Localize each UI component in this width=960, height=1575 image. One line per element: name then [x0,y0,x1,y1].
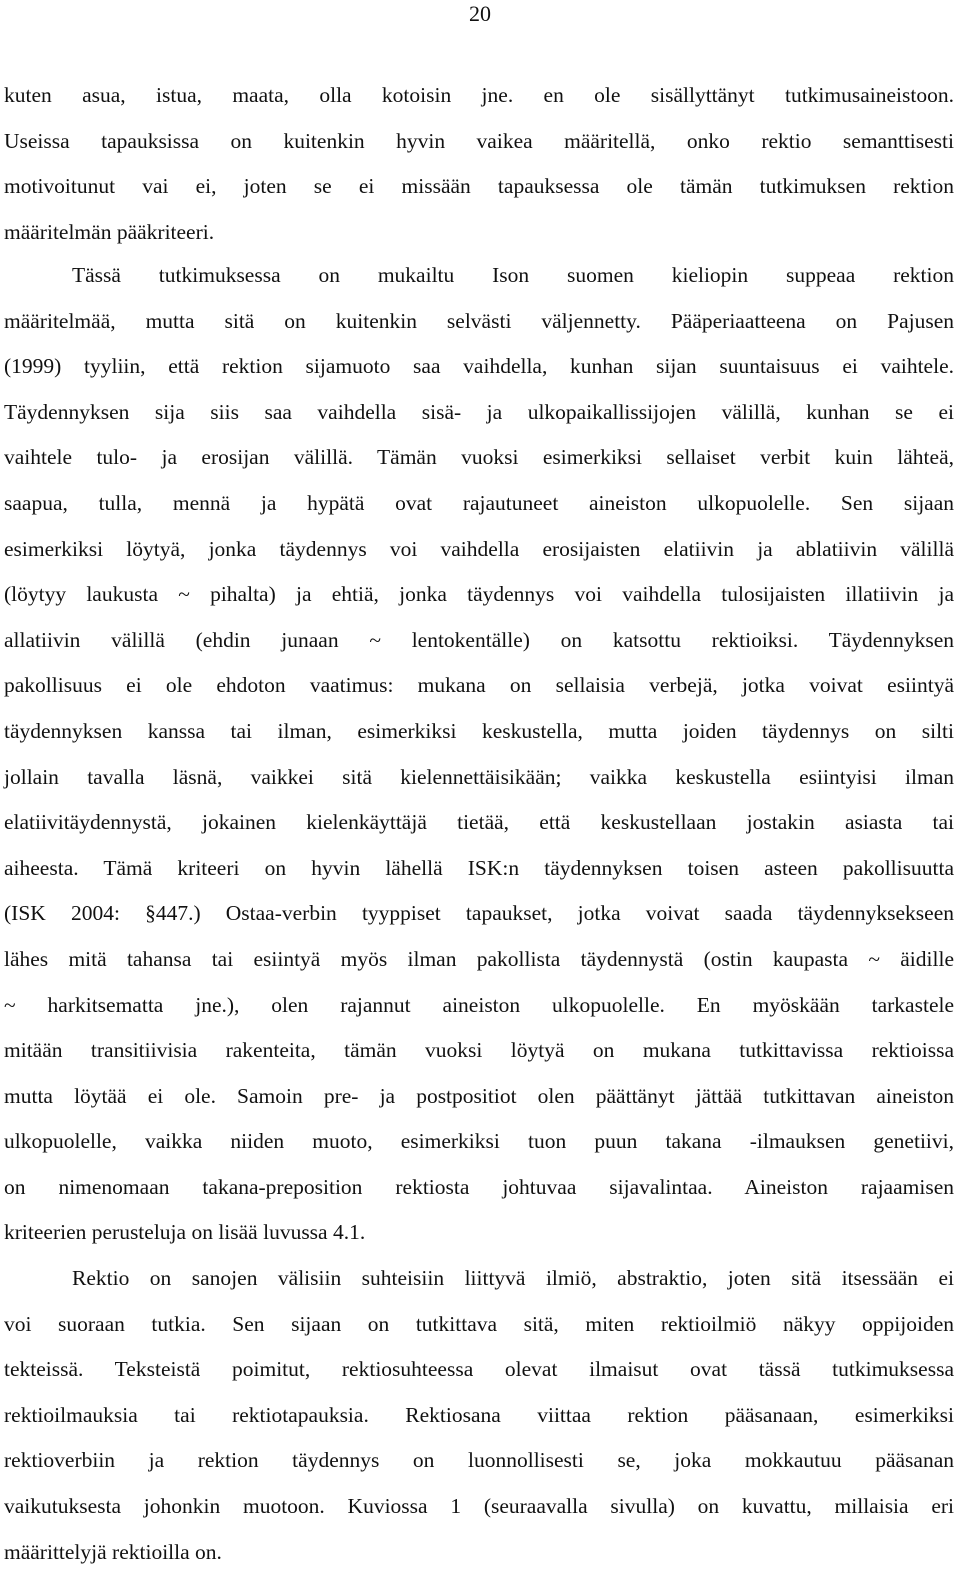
text-line: Useissa tapauksissa on kuitenkin hyvin vaikea määritellä, onko rektio semanttisesti [4,128,954,153]
text-line: määrittelyjä rektioilla on. [4,1539,222,1564]
paragraph-1 [4,73,954,255]
text-line: (1999) tyyliin, että rektion sijamuoto saa vaihdella, kunhan sijan suuntaisuus ei vaihtele. [4,354,954,379]
text-line: on nimenomaan takana-preposition rektiosta johtuvaa sijavalintaa. Aineiston rajaamisen [4,1174,954,1199]
text-line: lähes mitä tahansa tai esiintyä myös ilman pakollista täydennystä (ostin kaupasta ~ äidille [4,946,954,971]
text-line: vaihtele tulo- ja erosijan välillä. Tämän vuoksi esimerkiksi sellaiset verbit kuin lähteä, [4,445,954,470]
text-line: motivoitunut vai ei, joten se ei missään tapauksessa ole tämän tutkimuksen rektion [4,174,954,199]
text-line: määritelmän pääkriteeri. [4,219,215,244]
text-line: elatiivitäydennystä, jokainen kielenkäyttäjä tietää, että keskustellaan jostakin asiasta tai [4,810,954,835]
paragraph-2 [4,253,954,1256]
text-line: voi suoraan tutkia. Sen sijaan on tutkittava sitä, miten rektioilmiö näkyy oppijoiden [4,1311,954,1336]
text-line: jollain tavalla läsnä, vaikkei sitä kielennettäisikään; vaikka keskustella esiintyisi ilman [4,764,954,789]
text-line: kriteerien perusteluja on lisää luvussa 4.1. [4,1220,366,1245]
text-line: kuten asua, istua, maata, olla kotoisin jne. en ole sisällyttänyt tutkimusaineistoon. [4,83,954,107]
text-line: täydennyksen kanssa tai ilman, esimerkiksi keskustella, mutta joiden täydennys on silti [4,718,954,743]
page-number: 20 [469,1,491,26]
text-line: tekteissä. Teksteistä poimitut, rektiosuhteessa olevat ilmaisut ovat tässä tutkimuksessa [4,1357,954,1382]
text-line: ulkopuolelle, vaikka niiden muoto, esimerkiksi tuon puun takana -ilmauksen genetiivi, [4,1129,954,1154]
text-line: ~ harkitsematta jne.), olen rajannut aineiston ulkopuolelle. En myöskään tarkastele [4,992,954,1017]
text-line: rektioilmauksia tai rektiotapauksia. Rektiosana viittaa rektion pääsanaan, esimerkiksi [4,1402,954,1427]
text-line: saapua, tulla, mennä ja hypätä ovat rajautuneet aineiston ulkopuolelle. Sen sijaan [4,490,954,515]
text-line: mitään transitiivisia rakenteita, tämän vuoksi löytyä on mukana tutkittavissa rektioissa [4,1038,954,1063]
text-line: rektioverbiin ja rektion täydennys on luonnollisesti se, joka mokkautuu pääsanan [4,1448,954,1473]
text-line: aiheesta. Tämä kriteeri on hyvin lähellä ISK:n täydennyksen toisen asteen pakollisuutta [4,855,954,880]
text-line: mutta löytää ei ole. Samoin pre- ja postpositiot olen päättänyt jättää tutkittavan aineiston [4,1083,954,1108]
text-line: (löytyy laukusta ~ pihalta) ja ehtiä, jonka täydennys voi vaihdella tulosijaisten illatiivin ja [4,582,954,607]
text-line: allatiivin välillä (ehdin junaan ~ lentokentälle) on katsottu rektioiksi. Täydennyksen [4,627,954,652]
text-line: (ISK 2004: §447.) Ostaa-verbin tyyppiset tapaukset, jotka voivat saada täydennyksekseen [4,901,954,926]
text-line: Täydennyksen sija siis saa vaihdella sisä- ja ulkopaikallissijojen välillä, kunhan se ei [4,399,954,424]
text-line: Rektio on sanojen välisiin suhteisiin liittyvä ilmiö, abstraktio, joten sitä itsessään ei [72,1266,954,1290]
text-line: esimerkiksi löytyä, jonka täydennys voi vaihdella erosijaisten elatiivin ja ablatiivin välillä [4,536,954,561]
text-line: vaikutuksesta johonkin muotoon. Kuviossa 1 (seuraavalla sivulla) on kuvattu, millaisia eri [4,1493,954,1518]
text-line: Tässä tutkimuksessa on mukailtu Ison suomen kieliopin suppeaa rektion [72,263,954,287]
paragraph-3 [4,1256,954,1575]
text-line: määritelmää, mutta sitä on kuitenkin selvästi väljennetty. Pääperiaatteena on Pajusen [4,308,954,333]
text-line: pakollisuus ei ole ehdoton vaatimus: mukana on sellaisia verbejä, jotka voivat esiintyä [4,673,954,698]
